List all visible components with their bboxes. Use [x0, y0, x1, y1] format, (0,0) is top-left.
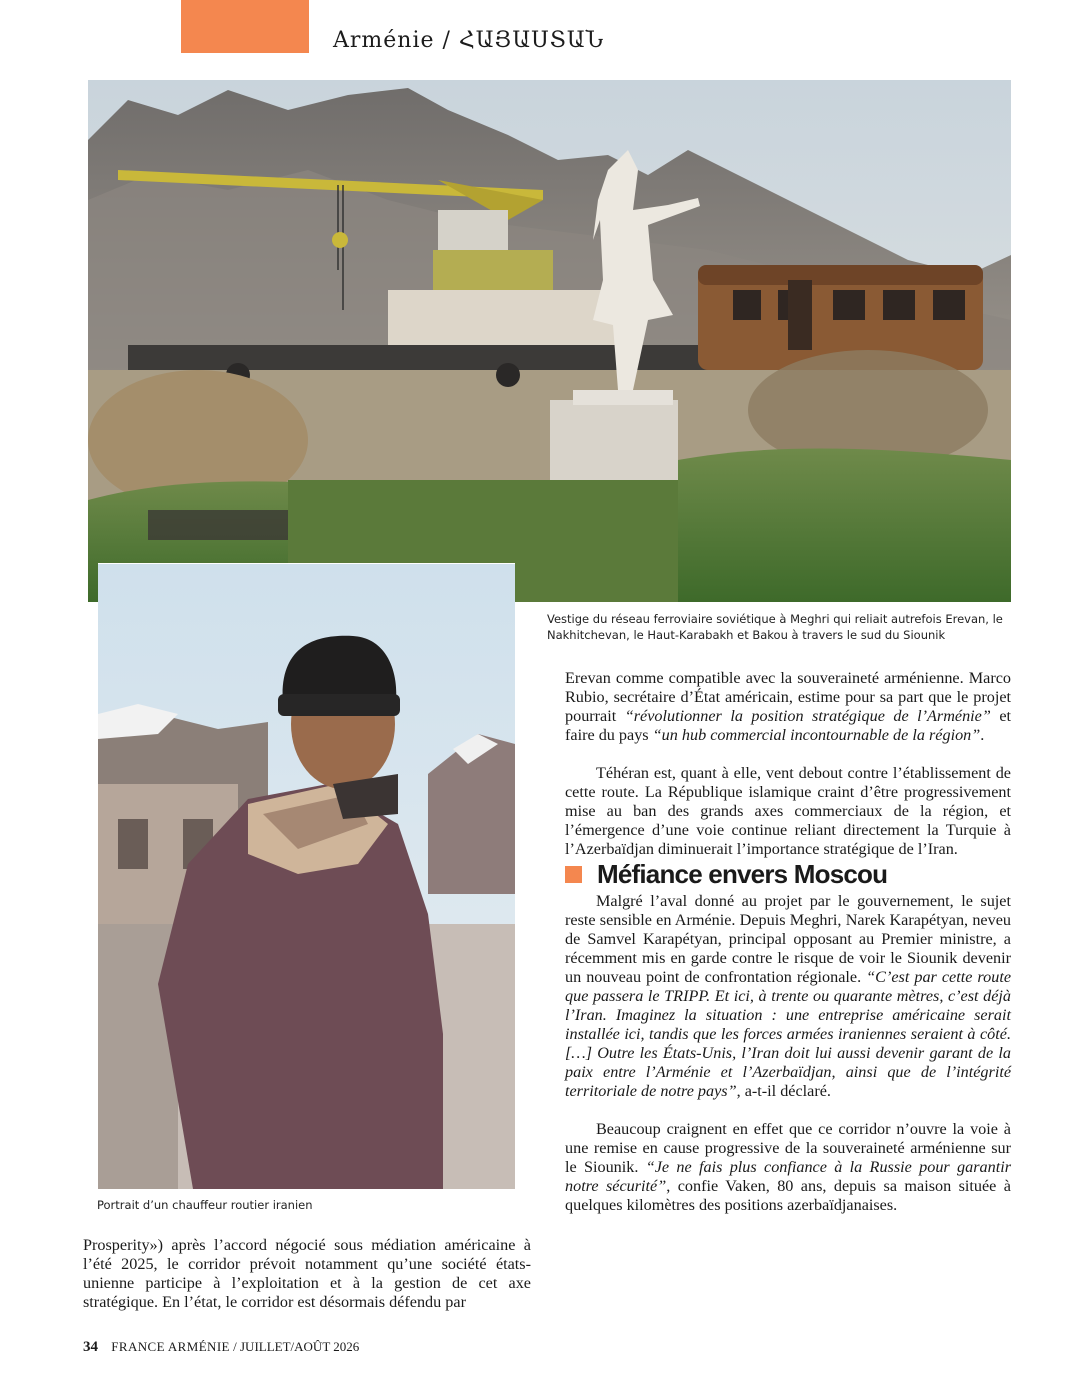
- portrait-photo-caption: Portrait d’un chauffeur routier iranien: [97, 1198, 313, 1212]
- heading-square-icon: [565, 866, 582, 883]
- section-heading: [565, 859, 1011, 889]
- heading-text: Méfiance envers Moscou: [597, 859, 888, 889]
- paragraph-vaken: Beaucoup craignent en effet que ce corridor n’ouvre la voie à une remise en cause progressive de la souveraineté arménienne sur le Siounik. “Je ne fais plus confiance à la Russie pour garantir notre sécurité”, confie Vaken, 80 ans, depuis sa maison située à quelques kilomètres des positions azerbaïdjanaises.: [565, 1120, 1011, 1214]
- page-number: 34: [83, 1339, 98, 1355]
- article-right-column: [565, 669, 1011, 1215]
- portrait-photo-iranian-driver: [98, 563, 515, 1189]
- magazine-name: FRANCE ARMÉNIE: [111, 1339, 230, 1354]
- main-photo-soviet-railway: [88, 80, 1011, 602]
- article-left-column: [83, 1236, 531, 1312]
- issue-date: / JUILLET/AOÛT 2026: [233, 1339, 360, 1354]
- section-label: Arménie / ՀԱՅԱՍՏԱՆ: [333, 28, 605, 53]
- paragraph-karapetyan: Malgré l’aval donné au projet par le gouvernement, le sujet reste sensible en Arménie. Depuis Meghri, Narek Karapétyan, neveu de Samvel Karapétyan, principal opposant au Premier ministre, a récemment mis en garde contre le risque de voir le Siounik devenir un nouveau point de confrontation régionale. “C’est par cette route que passera le TRIPP. Et ici, à trente ou quarante mètres, c’est déjà l’Iran. Imaginez la situation : une entreprise américaine serait installée ici, tandis que les forces armées iraniennes seraient à côté. […] Outre les États-Unis, l’Iran doit lui aussi devenir garant de la paix entre l’Arménie et l’Azerbaïdjan, ainsi que de l’intégrité territoriale de notre pays”, a-t-il déclaré.: [565, 892, 1012, 1100]
- page-footer: [83, 1339, 359, 1356]
- paragraph-rubio: Erevan comme compatible avec la souveraineté arménienne. Marco Rubio, secrétaire d’État américain, estime pour sa part que le projet pourrait “révolutionner la position stratégique de l’Arménie” et faire du pays “un hub commercial incontournable de la région”.: [565, 669, 1012, 744]
- main-photo-caption: Vestige du réseau ferroviaire soviétique à Meghri qui reliait autrefois Erevan, le Nakhitchevan, le Haut-Karabakh et Bakou à travers le sud du Siounik: [547, 612, 1003, 642]
- paragraph-prosperity: Prosperity») après l’accord négocié sous médiation américaine à l’été 2025, le corridor prévoit notamment qu’une société états-unienne participe à l’exploitation et à la gestion de cet axe stratégique. En l’état, le corridor est désormais défendu par: [83, 1236, 531, 1311]
- paragraph-teheran: Téhéran est, quant à elle, vent debout contre l’établissement de cette route. La République islamique craint d’être progressivement mise au ban des grands axes commerciaux de la région, et l’émergence d’une voie continue reliant directement la Turquie à l’Azerbaïdjan diminuerait l’importance stratégique de l’Iran.: [565, 764, 1011, 858]
- section-color-tab: [181, 0, 309, 53]
